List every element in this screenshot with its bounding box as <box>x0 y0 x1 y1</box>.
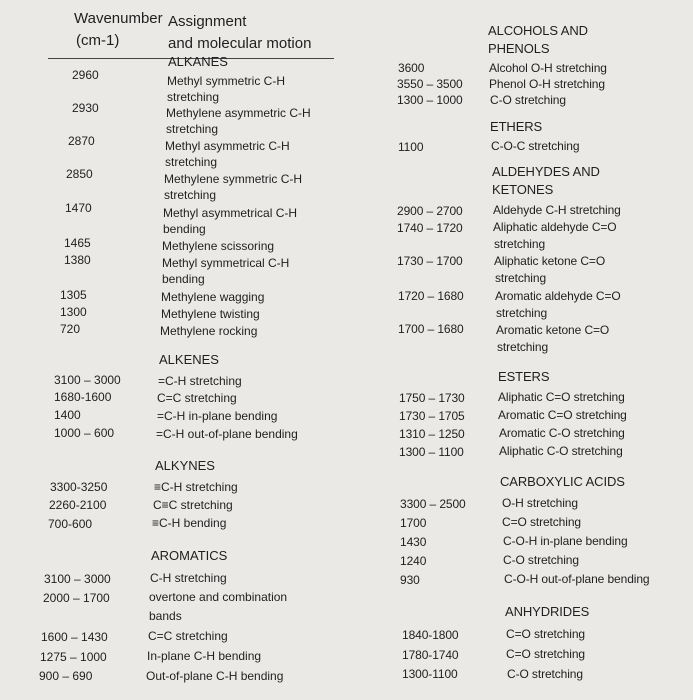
wavenumber-label: Wavenumber <box>74 10 163 27</box>
aldehydes-number: 2900 – 2700 <box>397 204 463 218</box>
alkanes-line: Methylene twisting <box>161 307 260 321</box>
aromatics-number: 1275 – 1000 <box>40 650 107 664</box>
aldehydes-line: stretching <box>496 306 548 320</box>
alkanes-line: bending <box>163 222 206 236</box>
aromatics-line: bands <box>149 609 182 623</box>
carboxylic-line: C-O-H out-of-plane bending <box>504 572 650 586</box>
aldehydes-line: Aldehyde C-H stretching <box>493 203 621 217</box>
carboxylic-line: C-O-H in-plane bending <box>503 534 628 548</box>
aldehydes-line: Aliphatic ketone C=O <box>494 254 606 268</box>
anhydrides-line: C=O stretching <box>506 647 585 661</box>
section-title-aldehydes-2: KETONES <box>492 182 554 197</box>
alkanes-line: stretching <box>165 155 218 169</box>
alkanes-number: 1465 <box>64 236 91 250</box>
ethers-line: C-O-C stretching <box>491 139 580 153</box>
esters-number: 1310 – 1250 <box>399 427 465 441</box>
alkenes-line: C=C stretching <box>157 391 237 405</box>
esters-line: Aliphatic C=O stretching <box>498 390 625 404</box>
esters-number: 1300 – 1100 <box>399 445 464 459</box>
anhydrides-line: C-O stretching <box>507 667 583 681</box>
alkanes-number: 1380 <box>64 253 91 267</box>
aldehydes-number: 1700 – 1680 <box>398 322 464 336</box>
section-title-alcohols-2: PHENOLS <box>488 41 550 56</box>
alkynes-line: ≡C-H bending <box>152 516 227 530</box>
esters-line: Aromatic C-O stretching <box>499 426 625 440</box>
alkanes-number: 2850 <box>66 167 93 181</box>
alcohols-number: 1300 – 1000 <box>397 93 463 107</box>
carboxylic-number: 1430 <box>400 535 427 549</box>
anhydrides-number: 1840-1800 <box>402 628 459 642</box>
aromatics-line: In-plane C-H bending <box>147 649 262 663</box>
wavenumber-header <box>74 8 163 52</box>
alkynes-line: C≡C stretching <box>153 498 233 512</box>
assignment-label-2: and molecular motion <box>168 35 312 52</box>
alkenes-line: =C-H stretching <box>158 374 242 388</box>
aldehydes-number: 1720 – 1680 <box>398 289 464 303</box>
alkanes-line: bending <box>162 272 205 286</box>
alcohols-line: C-O stretching <box>490 93 566 107</box>
carboxylic-line: C-O stretching <box>503 553 579 567</box>
alkenes-line: =C-H in-plane bending <box>157 409 278 423</box>
section-title-alkenes: ALKENES <box>159 352 219 367</box>
alkanes-number: 1305 <box>60 288 87 302</box>
carboxylic-number: 3300 – 2500 <box>400 497 466 511</box>
carboxylic-number: 1240 <box>400 554 427 568</box>
esters-number: 1750 – 1730 <box>399 391 465 405</box>
aromatics-number: 3100 – 3000 <box>44 572 111 586</box>
alkanes-line: Methylene scissoring <box>162 239 275 253</box>
alkanes-line: Methyl asymmetric C-H <box>165 139 290 153</box>
alkanes-line: stretching <box>167 90 220 104</box>
alkenes-number: 3100 – 3000 <box>54 373 121 387</box>
anhydrides-number: 1300-1100 <box>402 667 458 681</box>
alkanes-line: Methyl symmetric C-H <box>167 74 286 88</box>
alkynes-number: 700-600 <box>48 517 93 531</box>
alcohols-line: Alcohol O-H stretching <box>489 61 607 75</box>
aromatics-line: Out-of-plane C-H bending <box>146 669 284 683</box>
carboxylic-number: 1700 <box>400 516 427 530</box>
alkynes-number: 2260-2100 <box>49 498 107 512</box>
alkanes-number: 1470 <box>65 201 92 215</box>
aromatics-number: 2000 – 1700 <box>43 591 110 605</box>
alkanes-line: Methylene symmetric C-H <box>164 172 303 186</box>
aldehydes-line: Aromatic aldehyde C=O <box>495 289 621 303</box>
aromatics-number: 900 – 690 <box>39 669 93 683</box>
wavenumber-unit: (cm-1) <box>76 32 120 49</box>
alkanes-line: Methylene rocking <box>160 324 258 338</box>
aromatics-line: C-H stretching <box>150 571 227 585</box>
aldehydes-line: stretching <box>494 237 546 251</box>
alkynes-line: ≡C-H stretching <box>154 480 238 494</box>
aromatics-line: overtone and combination <box>149 590 288 604</box>
alcohols-line: Phenol O-H stretching <box>489 77 605 91</box>
section-title-aromatics: AROMATICS <box>151 548 228 563</box>
assignment-header <box>168 11 311 55</box>
section-title-ethers: ETHERS <box>490 119 543 134</box>
alkanes-line: stretching <box>166 122 219 136</box>
alkanes-line: Methyl asymmetrical C-H <box>163 206 298 220</box>
aldehydes-number: 1740 – 1720 <box>397 221 463 235</box>
carboxylic-line: C=O stretching <box>502 515 581 529</box>
alkanes-number: 2960 <box>72 68 99 82</box>
anhydrides-line: C=O stretching <box>506 627 585 641</box>
anhydrides-number: 1780-1740 <box>402 648 459 662</box>
carboxylic-line: O-H stretching <box>502 496 578 510</box>
assignment-label-1: Assignment <box>168 13 247 30</box>
aldehydes-number: 1730 – 1700 <box>397 254 463 268</box>
aldehydes-line: stretching <box>495 271 547 285</box>
alkanes-number: 1300 <box>60 305 87 319</box>
carboxylic-number: 930 <box>400 573 420 587</box>
aromatics-line: C=C stretching <box>148 629 228 643</box>
section-title-alcohols-1: ALCOHOLS AND <box>488 23 588 38</box>
aldehydes-line: Aliphatic aldehyde C=O <box>493 220 617 234</box>
alkenes-number: 1680-1600 <box>54 390 112 404</box>
aromatics-number: 1600 – 1430 <box>41 630 108 644</box>
section-title-anhydrides: ANHYDRIDES <box>505 604 590 619</box>
alkanes-line: Methylene asymmetric C-H <box>166 106 311 120</box>
esters-line: Aromatic C=O stretching <box>498 408 627 422</box>
alcohols-number: 3550 – 3500 <box>397 77 463 91</box>
section-title-carboxylic: CARBOXYLIC ACIDS <box>500 474 625 489</box>
section-title-esters: ESTERS <box>498 369 550 384</box>
ethers-number: 1100 <box>398 140 424 154</box>
alkanes-number: 720 <box>60 322 81 336</box>
alkenes-number: 1400 <box>54 408 81 422</box>
alkynes-number: 3300-3250 <box>50 480 108 494</box>
aldehydes-line: stretching <box>497 340 549 354</box>
alkanes-line: Methylene wagging <box>161 290 265 304</box>
alkenes-number: 1000 – 600 <box>54 426 115 440</box>
alkenes-line: =C-H out-of-plane bending <box>156 427 298 441</box>
section-title-aldehydes-1: ALDEHYDES AND <box>492 164 600 179</box>
aldehydes-line: Aromatic ketone C=O <box>496 323 610 337</box>
alkanes-line: Methyl symmetrical C-H <box>162 256 290 270</box>
alkanes-number: 2930 <box>72 101 99 115</box>
esters-line: Aliphatic C-O stretching <box>499 444 623 458</box>
section-title-alkynes: ALKYNES <box>155 458 215 473</box>
alkanes-number: 2870 <box>68 134 95 148</box>
esters-number: 1730 – 1705 <box>399 409 465 423</box>
alkanes-line: stretching <box>164 188 217 202</box>
alcohols-number: 3600 <box>398 61 425 75</box>
section-title-alkanes: ALKANES <box>168 54 228 69</box>
